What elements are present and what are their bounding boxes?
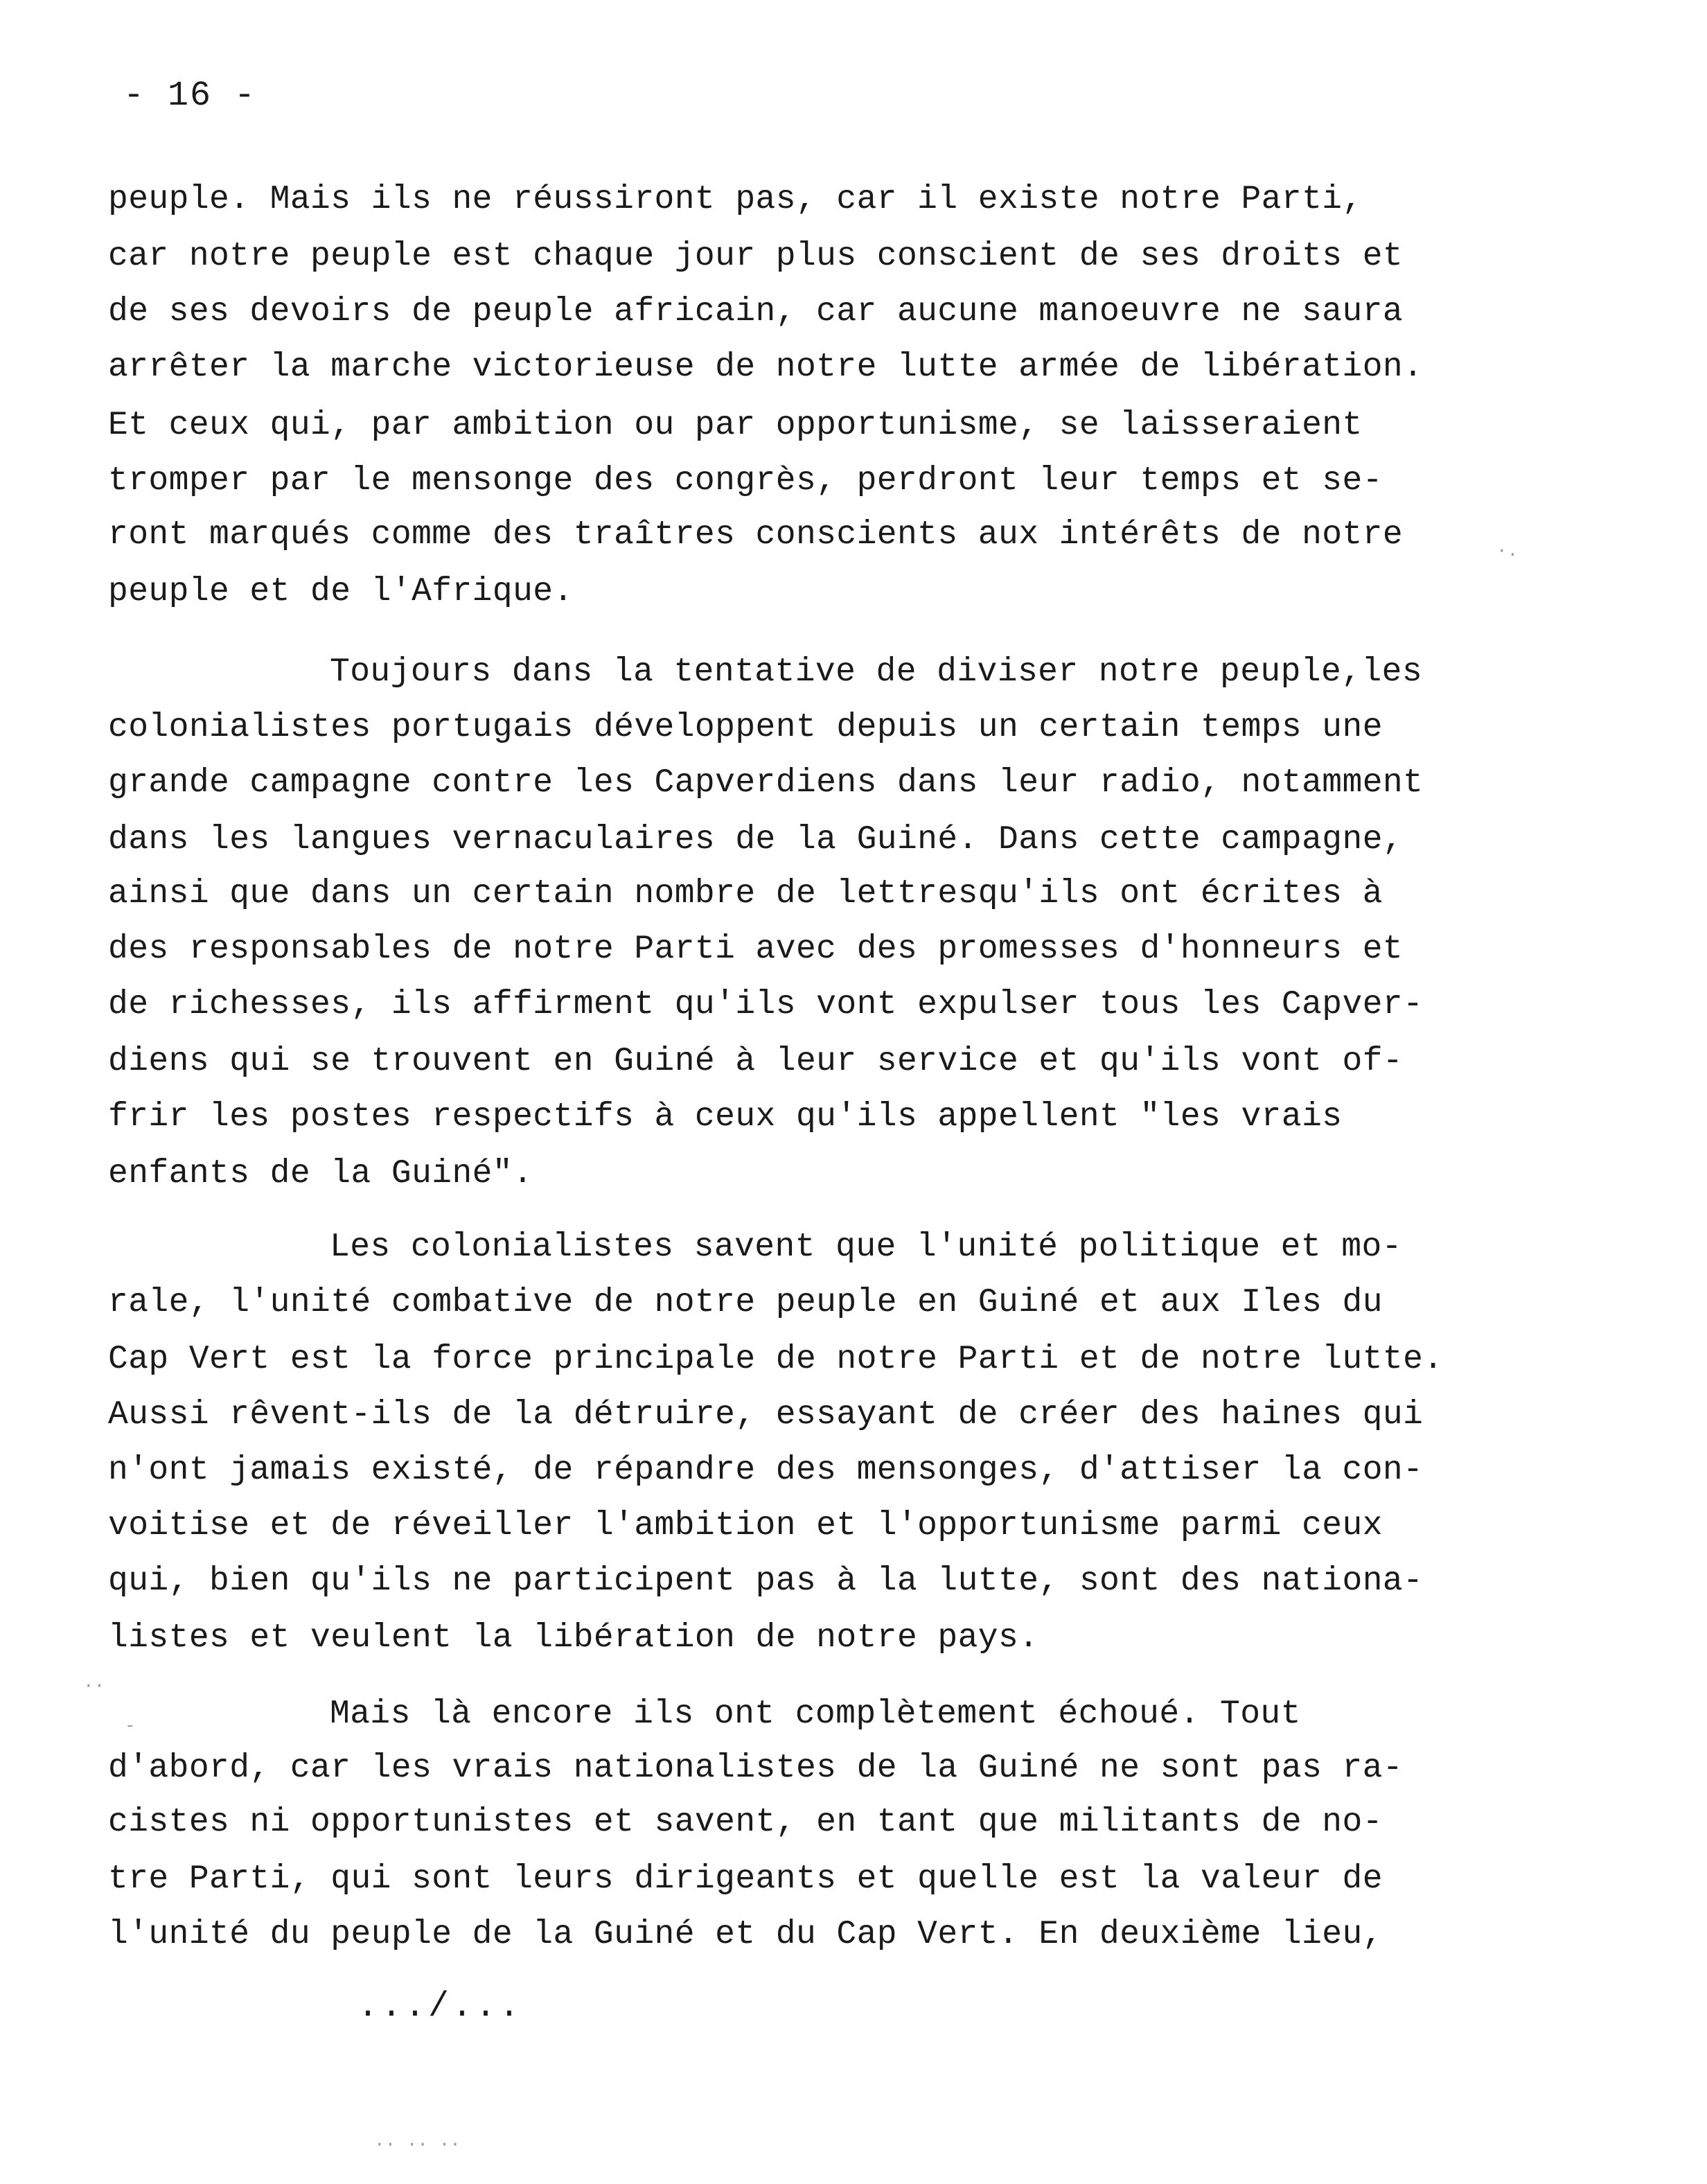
text-line: listes et veulent la libération de notre pays.	[108, 1619, 1039, 1657]
scan-speck: ·.	[1496, 540, 1519, 561]
text-line: l'unité du peuple de la Guiné et du Cap Vert. En deuxième lieu,	[108, 1916, 1383, 1953]
text-line: ainsi que dans un certain nombre de lettresqu'ils ont écrites à	[108, 875, 1383, 913]
text-line: Les colonialistes savent que l'unité politique et mo-	[330, 1228, 1402, 1266]
text-line: Mais là encore ils ont complètement échoué. Tout	[330, 1696, 1301, 1733]
text-line: tre Parti, qui sont leurs dirigeants et quelle est la valeur de	[108, 1860, 1383, 1898]
scan-speck: ··	[83, 1675, 105, 1696]
text-line: des responsables de notre Parti avec des promesses d'honneurs et	[108, 931, 1404, 968]
text-line: diens qui se trouvent en Guiné à leur service et qu'ils vont of-	[108, 1043, 1404, 1080]
text-line: Toujours dans la tentative de diviser notre peuple,les	[330, 653, 1423, 691]
text-line: Aussi rêvent-ils de la détruire, essayant de créer des haines qui	[108, 1396, 1424, 1434]
text-line: qui, bien qu'ils ne participent pas à la lutte, sont des nationa-	[108, 1562, 1424, 1600]
text-line: rale, l'unité combative de notre peuple en Guiné et aux Iles du	[108, 1284, 1383, 1321]
text-line: voitise et de réveiller l'ambition et l'opportunisme parmi ceux	[108, 1507, 1383, 1544]
text-line: grande campagne contre les Capverdiens dans leur radio, notamment	[108, 764, 1424, 802]
text-line: dans les langues vernaculaires de la Guiné. Dans cette campagne,	[108, 821, 1404, 858]
page-number: - 16 -	[123, 76, 257, 116]
text-line: enfants de la Guiné".	[108, 1155, 533, 1192]
text-line: frir les postes respectifs à ceux qu'ils appellent "les vrais	[108, 1098, 1343, 1136]
text-line: peuple. Mais ils ne réussiront pas, car il existe notre Parti,	[108, 181, 1363, 218]
text-line: peuple et de l'Afrique.	[108, 573, 574, 610]
text-line: colonialistes portugais développent depuis un certain temps une	[108, 709, 1383, 746]
text-line: car notre peuple est chaque jour plus conscient de ses droits et	[108, 238, 1404, 275]
text-line: cistes ni opportunistes et savent, en tant que militants de no-	[108, 1804, 1383, 1841]
text-line: ront marqués comme des traîtres conscients aux intérêts de notre	[108, 516, 1404, 554]
text-line: de richesses, ils affirment qu'ils vont expulser tous les Capver-	[108, 986, 1424, 1023]
continuation-mark: .../...	[357, 1987, 523, 2027]
text-line: de ses devoirs de peuple africain, car aucune manoeuvre ne saura	[108, 293, 1404, 331]
text-line: Et ceux qui, par ambition ou par opportunisme, se laisseraient	[108, 407, 1363, 444]
text-line: tromper par le mensonge des congrès, perdront leur temps et se-	[108, 462, 1383, 500]
text-line: arrêter la marche victorieuse de notre lutte armée de libération.	[108, 349, 1424, 386]
text-line: d'abord, car les vrais nationalistes de la Guiné ne sont pas ra-	[108, 1750, 1404, 1787]
text-line: n'ont jamais existé, de répandre des mensonges, d'attiser la con-	[108, 1452, 1424, 1489]
scan-speck: ·· ·· ··	[374, 2134, 461, 2155]
scan-speck: -	[125, 1716, 136, 1736]
text-line: Cap Vert est la force principale de notre Parti et de notre lutte.	[108, 1341, 1444, 1378]
